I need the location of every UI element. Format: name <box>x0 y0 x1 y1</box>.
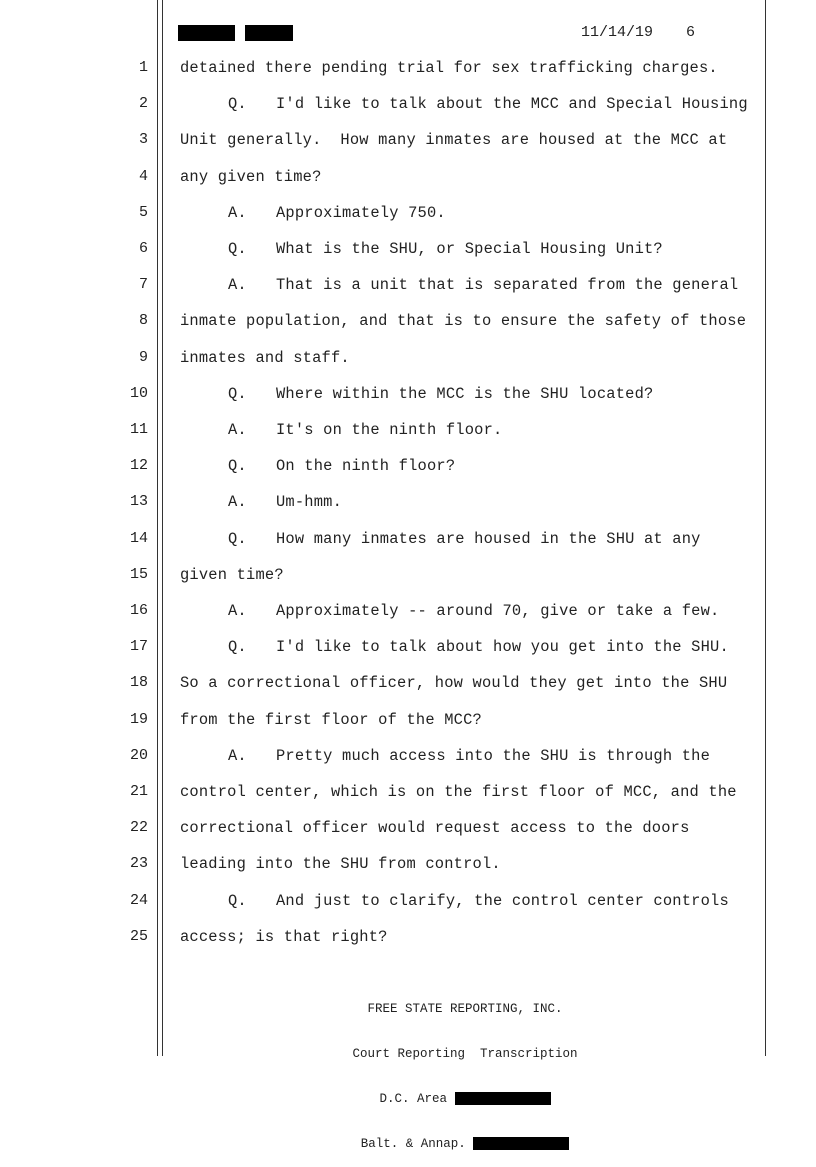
line-number: 6 <box>138 240 148 257</box>
line-text: I'd like to talk about how you get into the SHU. <box>276 638 729 656</box>
line-number: 11 <box>129 421 148 438</box>
transcript-line <box>228 421 502 439</box>
footer-services: Court Reporting Transcription <box>352 1047 578 1061</box>
transcript-line <box>180 566 284 584</box>
footer <box>0 972 816 1167</box>
transcript-line <box>228 240 663 258</box>
line-number: 23 <box>129 855 148 872</box>
line-number: 8 <box>138 312 148 329</box>
transcript-line <box>228 493 342 511</box>
line-text: So a correctional officer, how would they get into the SHU <box>180 674 728 692</box>
speaker-label: Q. <box>228 385 247 403</box>
line-text: What is the SHU, or Special Housing Unit? <box>276 240 663 258</box>
line-text: any given time? <box>180 168 322 186</box>
footer-balt-line <box>0 1137 816 1152</box>
line-number: 18 <box>129 674 148 691</box>
speaker-label: Q. <box>228 638 247 656</box>
line-number: 9 <box>138 349 148 366</box>
line-number: 25 <box>129 928 148 945</box>
transcript-line <box>180 819 690 837</box>
line-text: Pretty much access into the SHU is through the <box>276 747 711 765</box>
transcript-line <box>228 95 748 113</box>
footer-balt-label: Balt. & Annap. <box>360 1137 466 1151</box>
line-text: How many inmates are housed in the SHU at any <box>276 530 701 548</box>
line-text: Approximately 750. <box>276 204 446 222</box>
line-number: 2 <box>138 95 148 112</box>
line-text: On the ninth floor? <box>276 457 456 475</box>
transcript-line <box>228 385 653 403</box>
transcript-line <box>180 928 388 946</box>
transcript-line <box>228 276 738 294</box>
line-text: access; is that right? <box>180 928 388 946</box>
line-number: 7 <box>138 276 148 293</box>
line-number: 1 <box>138 59 148 76</box>
line-text: correctional officer would request access to the doors <box>180 819 690 837</box>
transcript-line <box>228 892 729 910</box>
footer-dc-label: D.C. Area <box>379 1092 447 1106</box>
speaker-label: Q. <box>228 240 247 258</box>
speaker-label: Q. <box>228 457 247 475</box>
footer-dc-line <box>0 1092 816 1107</box>
line-number: 10 <box>129 385 148 402</box>
speaker-label: A. <box>228 276 247 294</box>
transcript-line <box>180 855 501 873</box>
line-text: Unit generally. How many inmates are housed at the MCC at <box>180 131 728 149</box>
redacted-header-block-2 <box>245 25 293 41</box>
line-number: 16 <box>129 602 148 619</box>
speaker-label: Q. <box>228 95 247 113</box>
line-text: leading into the SHU from control. <box>180 855 501 873</box>
line-text: I'd like to talk about the MCC and Special Housing <box>276 95 748 113</box>
line-number: 14 <box>129 530 148 547</box>
transcript-line <box>228 530 701 548</box>
transcript-line <box>228 457 455 475</box>
transcript-line <box>180 59 718 77</box>
line-text: from the first floor of the MCC? <box>180 711 482 729</box>
line-number: 15 <box>129 566 148 583</box>
left-margin-rule-outer <box>157 0 158 1056</box>
line-number: 19 <box>129 711 148 728</box>
line-text: Approximately -- around 70, give or take a few. <box>276 602 720 620</box>
speaker-label: A. <box>228 602 247 620</box>
transcript-line <box>228 638 729 656</box>
line-text: And just to clarify, the control center controls <box>276 892 729 910</box>
line-text: inmates and staff. <box>180 349 350 367</box>
transcript-line <box>180 711 482 729</box>
left-margin-rule-inner <box>162 0 163 1056</box>
header-date: 11/14/19 <box>581 24 654 41</box>
transcript-line <box>180 168 322 186</box>
transcript-line <box>228 602 720 620</box>
line-text: That is a unit that is separated from the general <box>276 276 739 294</box>
speaker-label: A. <box>228 204 247 222</box>
line-text: Um-hmm. <box>276 493 343 511</box>
transcript-line <box>228 204 446 222</box>
line-number: 22 <box>129 819 148 836</box>
right-margin-rule <box>765 0 766 1056</box>
line-text: detained there pending trial for sex trafficking charges. <box>180 59 718 77</box>
line-number: 13 <box>129 493 148 510</box>
line-number: 3 <box>138 131 148 148</box>
line-number: 4 <box>138 168 148 185</box>
line-number: 12 <box>129 457 148 474</box>
transcript-line <box>180 312 746 330</box>
line-number: 20 <box>129 747 148 764</box>
line-number: 24 <box>129 892 148 909</box>
speaker-label: A. <box>228 747 247 765</box>
speaker-label: Q. <box>228 530 247 548</box>
redacted-header-block-1 <box>178 25 235 41</box>
transcript-line <box>180 349 350 367</box>
line-text: It's on the ninth floor. <box>276 421 503 439</box>
line-number: 5 <box>138 204 148 221</box>
line-text: control center, which is on the first floor of MCC, and the <box>180 783 737 801</box>
transcript-line <box>180 131 727 149</box>
speaker-label: A. <box>228 493 247 511</box>
line-text: Where within the MCC is the SHU located? <box>276 385 654 403</box>
footer-company: FREE STATE REPORTING, INC. <box>367 1002 563 1016</box>
transcript-line <box>228 747 710 765</box>
redacted-dc-phone <box>455 1092 551 1105</box>
redacted-balt-phone <box>473 1137 569 1150</box>
transcript-line <box>180 783 737 801</box>
line-number: 21 <box>129 783 148 800</box>
line-text: inmate population, and that is to ensure the safety of those <box>180 312 747 330</box>
line-number: 17 <box>129 638 148 655</box>
line-text: given time? <box>180 566 284 584</box>
speaker-label: A. <box>228 421 247 439</box>
header-page-number: 6 <box>686 24 696 41</box>
speaker-label: Q. <box>228 892 247 910</box>
transcript-line <box>180 674 727 692</box>
